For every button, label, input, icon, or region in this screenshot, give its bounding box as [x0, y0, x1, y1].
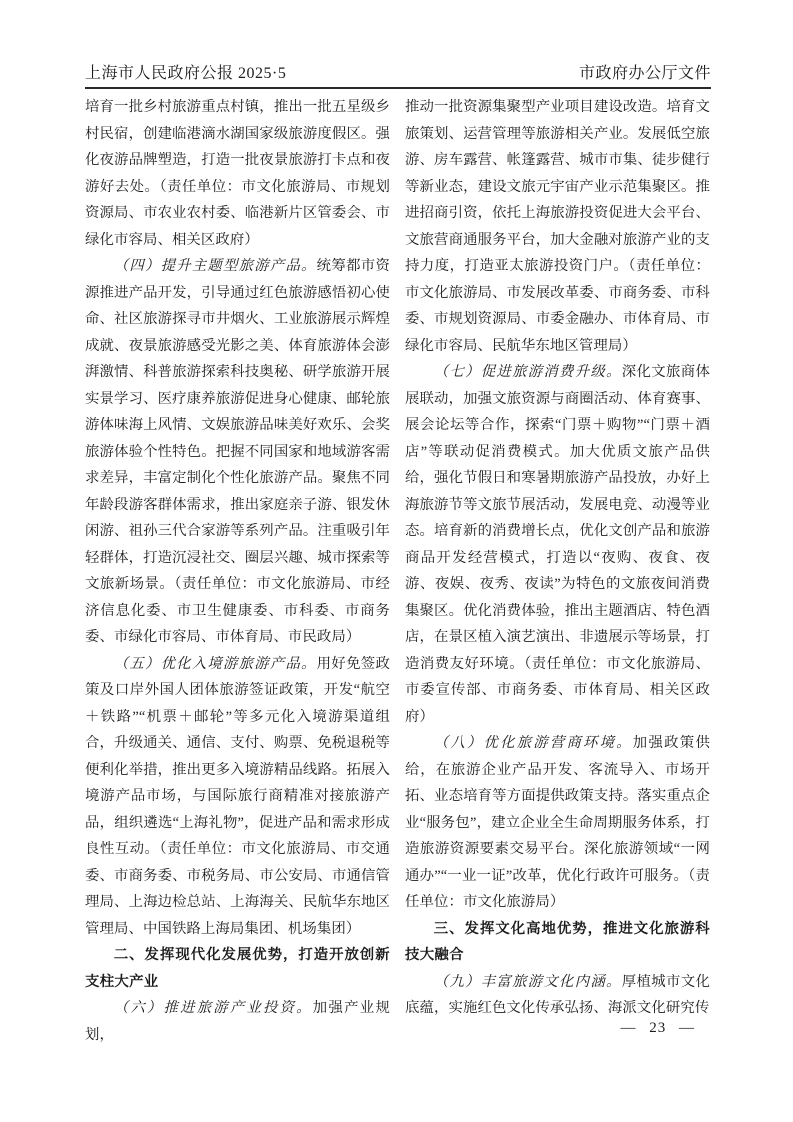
page-header [85, 60, 711, 83]
paragraph-lead: （四）提升主题型旅游产品。 [113, 258, 317, 274]
section-heading: 三、发挥文化高地优势，推进文化旅游科技大融合 [405, 920, 710, 963]
doc-category: 市政府办公厅文件 [578, 65, 711, 82]
column-left [85, 94, 390, 1048]
paragraph: 推动一批资源集聚型产业项目建设改造。培育文旅策划、运营管理等旅游相关产业。发展低空旅游、房车露营、帐篷露营、城市市集、徒步健行等新业态，建设文旅元宇宙产业示范集聚区。推进招商引资，依托上海旅游投资促进大会平台、文旅营商通服务平台，加大金融对旅游产业的支持力度，打造亚太旅游投资门户。（责任单位：市文化旅游局、市发展改革委、市商务委、市科委、市规划资源局、市委金融办、市体育局、市绿化市容局、民航华东地区管理局） [405, 99, 710, 354]
paragraph: 培育一批乡村旅游重点村镇，推出一批五星级乡村民宿，创建临港滴水湖国家级旅游度假区。强化夜游品牌塑造，打造一批夜景旅游打卡点和夜游好去处。（责任单位：市文化旅游局、市规划资源局、市农业农村委、临港新片区管委会、市绿化市容局、相关区政府） [85, 99, 390, 248]
paragraph-lead: （八）优化旅游营商环境。 [433, 735, 633, 751]
section-heading: 二、发挥现代化发展优势，打造开放创新支柱大产业 [85, 947, 390, 990]
paragraph: （八）优化旅游营商环境。加强政策供给，在旅游企业产品开发、客流导入、市场开拓、业态培育等方面提供政策支持。落实重点企业“服务包”，建立企业全生命周期服务体系，打造旅游资源要素交易平台。深化旅游领域“一网通办”“一业一证”改革，优化行政许可服务。（责任单位：市文化旅游局） [405, 735, 710, 910]
column-right [405, 94, 710, 1048]
paragraph: （四）提升主题型旅游产品。统筹都市资源推进产品开发，引导通过红色旅游感悟初心使命、社区旅游探寻市井烟火、工业旅游展示辉煌成就、夜景旅游感受光影之美、体育旅游体会澎湃激情、科普旅游探索科技奥秘、研学旅游开展实景学习、医疗康养旅游促进身心健康、邮轮旅游体味海上风情、文娱旅游品味美好欢乐、会奖旅游体验个性特色。把握不同国家和地域游客需求差异，丰富定制化个性化旅游产品。聚焦不同年龄段游客群体需求，推出家庭亲子游、银发休闲游、祖孙三代合家游等系列产品。注重吸引年轻群体，打造沉浸社交、圈层兴趣、城市探索等文旅新场景。（责任单位：市文化旅游局、市经济信息化委、市卫生健康委、市科委、市商务委、市绿化市容局、市体育局、市民政局） [85, 258, 390, 645]
paragraph-lead: （七）促进旅游消费升级。 [433, 364, 622, 380]
document-body [85, 94, 710, 1048]
paragraph-lead: （五）优化入境游旅游产品。 [113, 655, 317, 672]
paragraph-lead: （六）推进旅游产业投资。 [113, 1000, 313, 1016]
page-number: — 23 — [620, 1020, 695, 1036]
header-divider [85, 87, 711, 89]
paragraph: （九）丰富旅游文化内涵。厚植城市文化底蕴，实施红色文化传承弘扬、海派文化研究传 [405, 973, 710, 1016]
gazette-title: 上海市人民政府公报 2025·5 [85, 65, 287, 82]
paragraph: （五）优化入境游旅游产品。用好免签政策及口岸外国人团体旅游签证政策，开发“航空＋铁路”“机票＋邮轮”等多元化入境游渠道组合，升级通关、通信、支付、购票、免税退税等便利化举措，推出更多入境游精品线路。拓展入境游产品市场，与国际旅行商精准对接旅游产品，组织遴选“上海礼物”，促进产品和需求形成良性互动。（责任单位：市文化旅游局、市交通委、市商务委、市税务局、市公安局、市通信管理局、上海边检总站、上海海关、民航华东地区管理局、中国铁路上海局集团、机场集团） [85, 655, 390, 937]
paragraph-lead: （九）丰富旅游文化内涵。 [433, 973, 622, 990]
paragraph: （七）促进旅游消费升级。深化文旅商体展联动，加强文旅资源与商圈活动、体育赛事、展会论坛等合作，探索“门票＋购物”“门票＋酒店”等联动促消费模式。加大优质文旅产品供给，强化节假日和寒暑期旅游产品投放，办好上海旅游节等文旅节展活动，发展电竞、动漫等业态。培育新的消费增长点，优化文创产品和旅游商品开发经营模式，打造以“夜购、夜食、夜游、夜娱、夜秀、夜读”为特色的文旅夜间消费集聚区。优化消费体验，推出主题酒店、特色酒店，在景区植入演艺演出、非遗展示等场景，打造消费友好环境。（责任单位：市文化旅游局、市委宣传部、市商务委、市体育局、相关区政府） [405, 364, 710, 725]
paragraph: （六）推进旅游产业投资。加强产业规划， [85, 1000, 390, 1043]
